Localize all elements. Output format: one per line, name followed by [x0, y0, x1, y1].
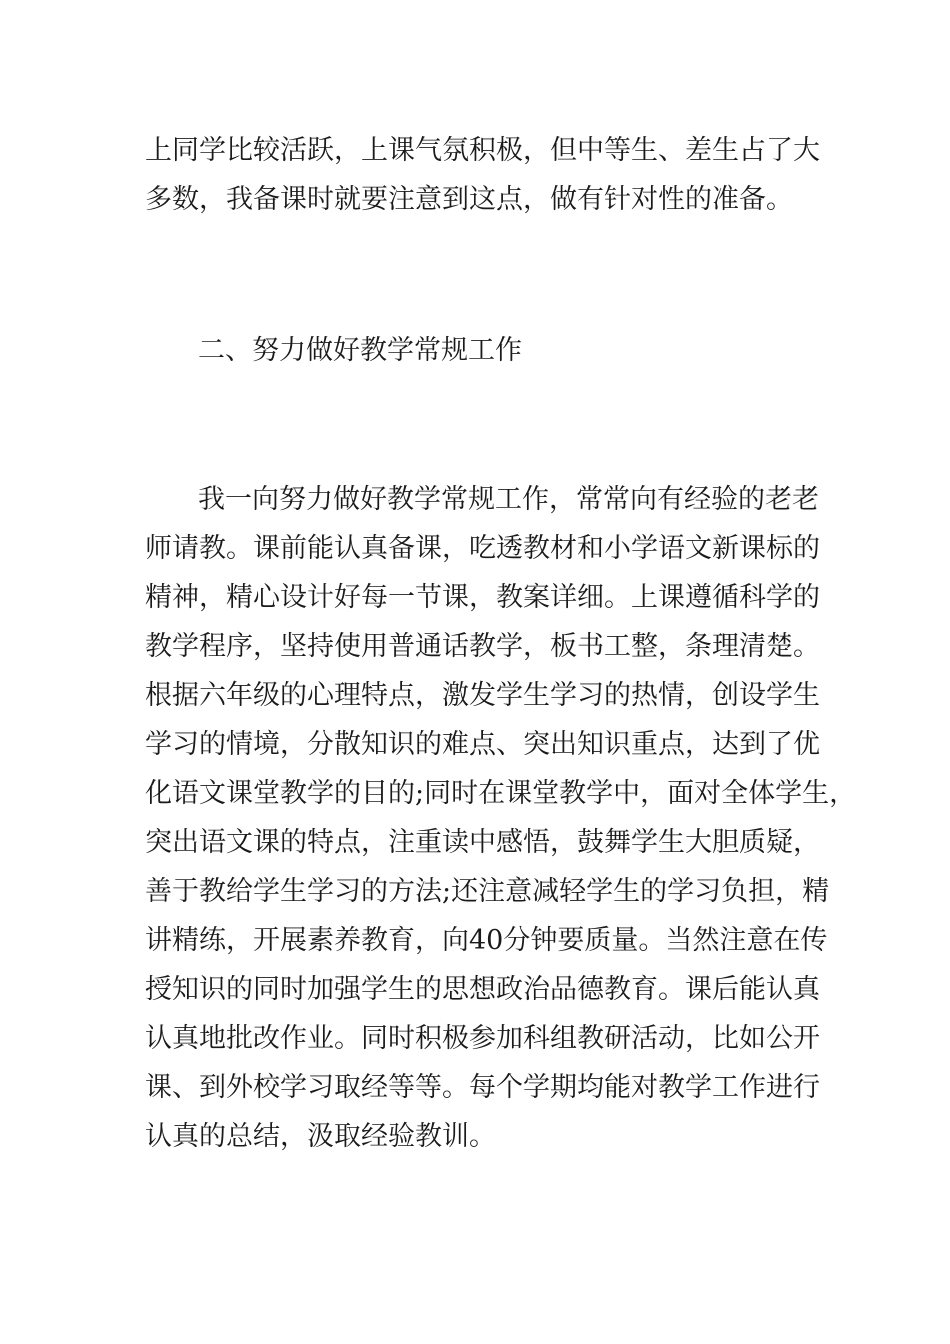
paragraph-line: 讲精练，开展素养教育，向40分钟要质量。当然注意在传 [145, 925, 828, 956]
paragraph-line: 精神，精心设计好每一节课，教案详细。上课遵循科学的 [145, 582, 820, 613]
paragraph-line: 师请教。课前能认真备课，吃透教材和小学语文新课标的 [145, 533, 820, 564]
paragraph-line: 根据六年级的心理特点，激发学生学习的热情，创设学生 [145, 680, 820, 711]
paragraph-line: 认真的总结，汲取经验教训。 [145, 1121, 496, 1152]
paragraph-line: 突出语文课的特点，注重读中感悟，鼓舞学生大胆质疑， [145, 827, 820, 858]
paragraph-line: 上同学比较活跃，上课气氛积极，但中等生、差生占了大 [145, 135, 820, 166]
section-heading: 二、努力做好教学常规工作 [198, 335, 522, 366]
paragraph-line: 多数，我备课时就要注意到这点，做有针对性的准备。 [145, 184, 793, 215]
paragraph-line: 学习的情境，分散知识的难点、突出知识重点，达到了优 [145, 729, 820, 760]
paragraph-line: 授知识的同时加强学生的思想政治品德教育。课后能认真 [145, 974, 820, 1005]
paragraph-line: 课、到外校学习取经等等。每个学期均能对教学工作进行 [145, 1072, 820, 1103]
paragraph-line: 化语文课堂教学的目的;同时在课堂教学中，面对全体学生， [145, 778, 857, 809]
paragraph-line: 善于教给学生学习的方法;还注意减轻学生的学习负担，精 [145, 876, 830, 907]
paragraph-line: 我一向努力做好教学常规工作，常常向有经验的老老 [198, 484, 819, 515]
paragraph-line: 认真地批改作业。同时积极参加科组教研活动，比如公开 [145, 1023, 820, 1054]
paragraph-line: 教学程序，坚持使用普通话教学，板书工整，条理清楚。 [145, 631, 820, 662]
